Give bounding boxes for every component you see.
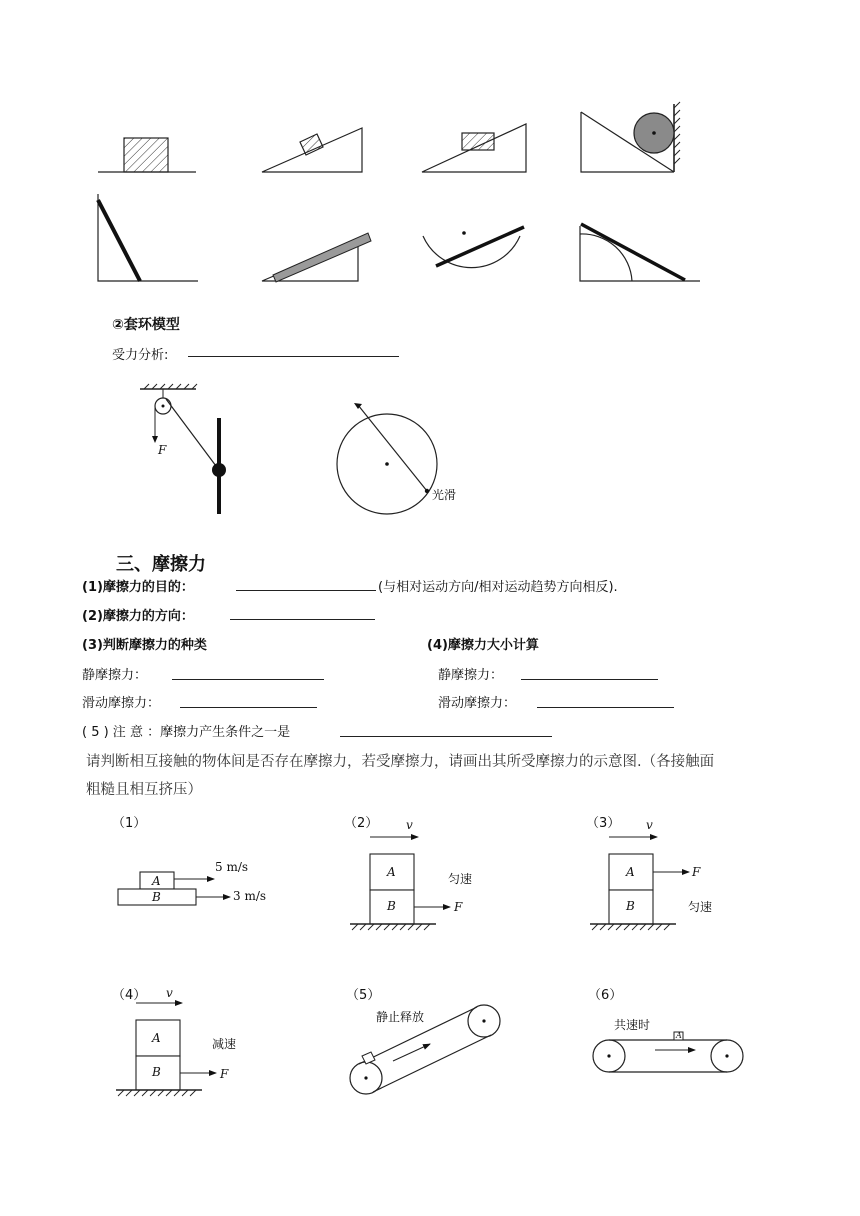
fig4-number: （4）	[112, 988, 147, 1003]
friction-heading: 三、摩擦力	[116, 554, 206, 575]
fig1-label-a: A	[152, 874, 161, 888]
instruction-line-2: 粗糙且相互挤压）	[86, 782, 202, 798]
q4-label: (4)摩擦力大小计算	[427, 638, 539, 653]
fig4-state: 减速	[212, 1037, 237, 1051]
fig3-label-b: B	[626, 899, 635, 913]
ring-model-title: ②套环模型	[112, 317, 180, 333]
sliding-friction-label: 滑动摩擦力：	[82, 696, 161, 711]
fig3-state: 匀速	[688, 900, 713, 914]
fig2-stacked-blocks	[350, 837, 450, 930]
static-friction-label: 静摩擦力：	[82, 668, 148, 683]
fig3-f-label: F	[692, 865, 701, 879]
smooth-label: 光滑	[432, 488, 457, 502]
q1-label: (1)摩擦力的目的：	[82, 580, 194, 595]
fig4-label-a: A	[152, 1031, 161, 1045]
fig2-v-label: v	[406, 818, 413, 832]
fig2-number: （2）	[344, 816, 379, 831]
instruction-line-1: 请判断相互接触的物体间是否存在摩擦力，若受摩擦力，请画出其所受摩擦力的示意图.（各接触面	[86, 754, 715, 770]
q5-label: ( 5 ) 注 意 ：摩擦力产生条件之一是	[82, 725, 291, 740]
fig6-horizontal-conveyor	[593, 1032, 743, 1072]
fig4-stacked-blocks	[116, 1003, 216, 1096]
fig2-label-a: A	[387, 865, 396, 879]
fig6-state: 共速时	[614, 1018, 651, 1032]
fig3-stacked-blocks	[590, 837, 689, 930]
q3-label: (3)判断摩擦力的种类	[82, 638, 207, 653]
fig1-speed-b: 3 m/s	[233, 889, 267, 903]
fig4-label-b: B	[152, 1065, 161, 1079]
fig6-number: （6）	[588, 988, 623, 1003]
fig4-v-label: v	[166, 986, 173, 1000]
fig5-state: 静止释放	[376, 1010, 425, 1024]
fig5-number: （5）	[346, 988, 381, 1003]
fig2-f-label: F	[454, 900, 463, 914]
fig1-stacked-blocks	[118, 872, 230, 905]
fig5-inclined-conveyor	[350, 1005, 500, 1094]
fig4-f-label: F	[220, 1067, 229, 1081]
static-friction-label-right: 静摩擦力：	[438, 668, 504, 683]
fig1-speed-a: 5 m/s	[215, 860, 249, 874]
force-analysis-label: 受力分析:	[112, 348, 169, 363]
fig3-v-label: v	[646, 818, 653, 832]
fig3-label-a: A	[626, 865, 635, 879]
force-f-label: F	[158, 443, 167, 457]
q1-suffix: (与相对运动方向/相对运动趋势方向相反).	[378, 580, 618, 595]
fig3-number: （3）	[586, 816, 621, 831]
fig2-state: 匀速	[448, 872, 473, 886]
fig6-block-label: A	[676, 1031, 682, 1040]
fig1-label-b: B	[152, 890, 161, 904]
sliding-friction-label-right: 滑动摩擦力：	[438, 696, 517, 711]
fig2-label-b: B	[387, 899, 396, 913]
fig1-number: （1）	[112, 816, 147, 831]
q2-label: (2)摩擦力的方向：	[82, 609, 194, 624]
